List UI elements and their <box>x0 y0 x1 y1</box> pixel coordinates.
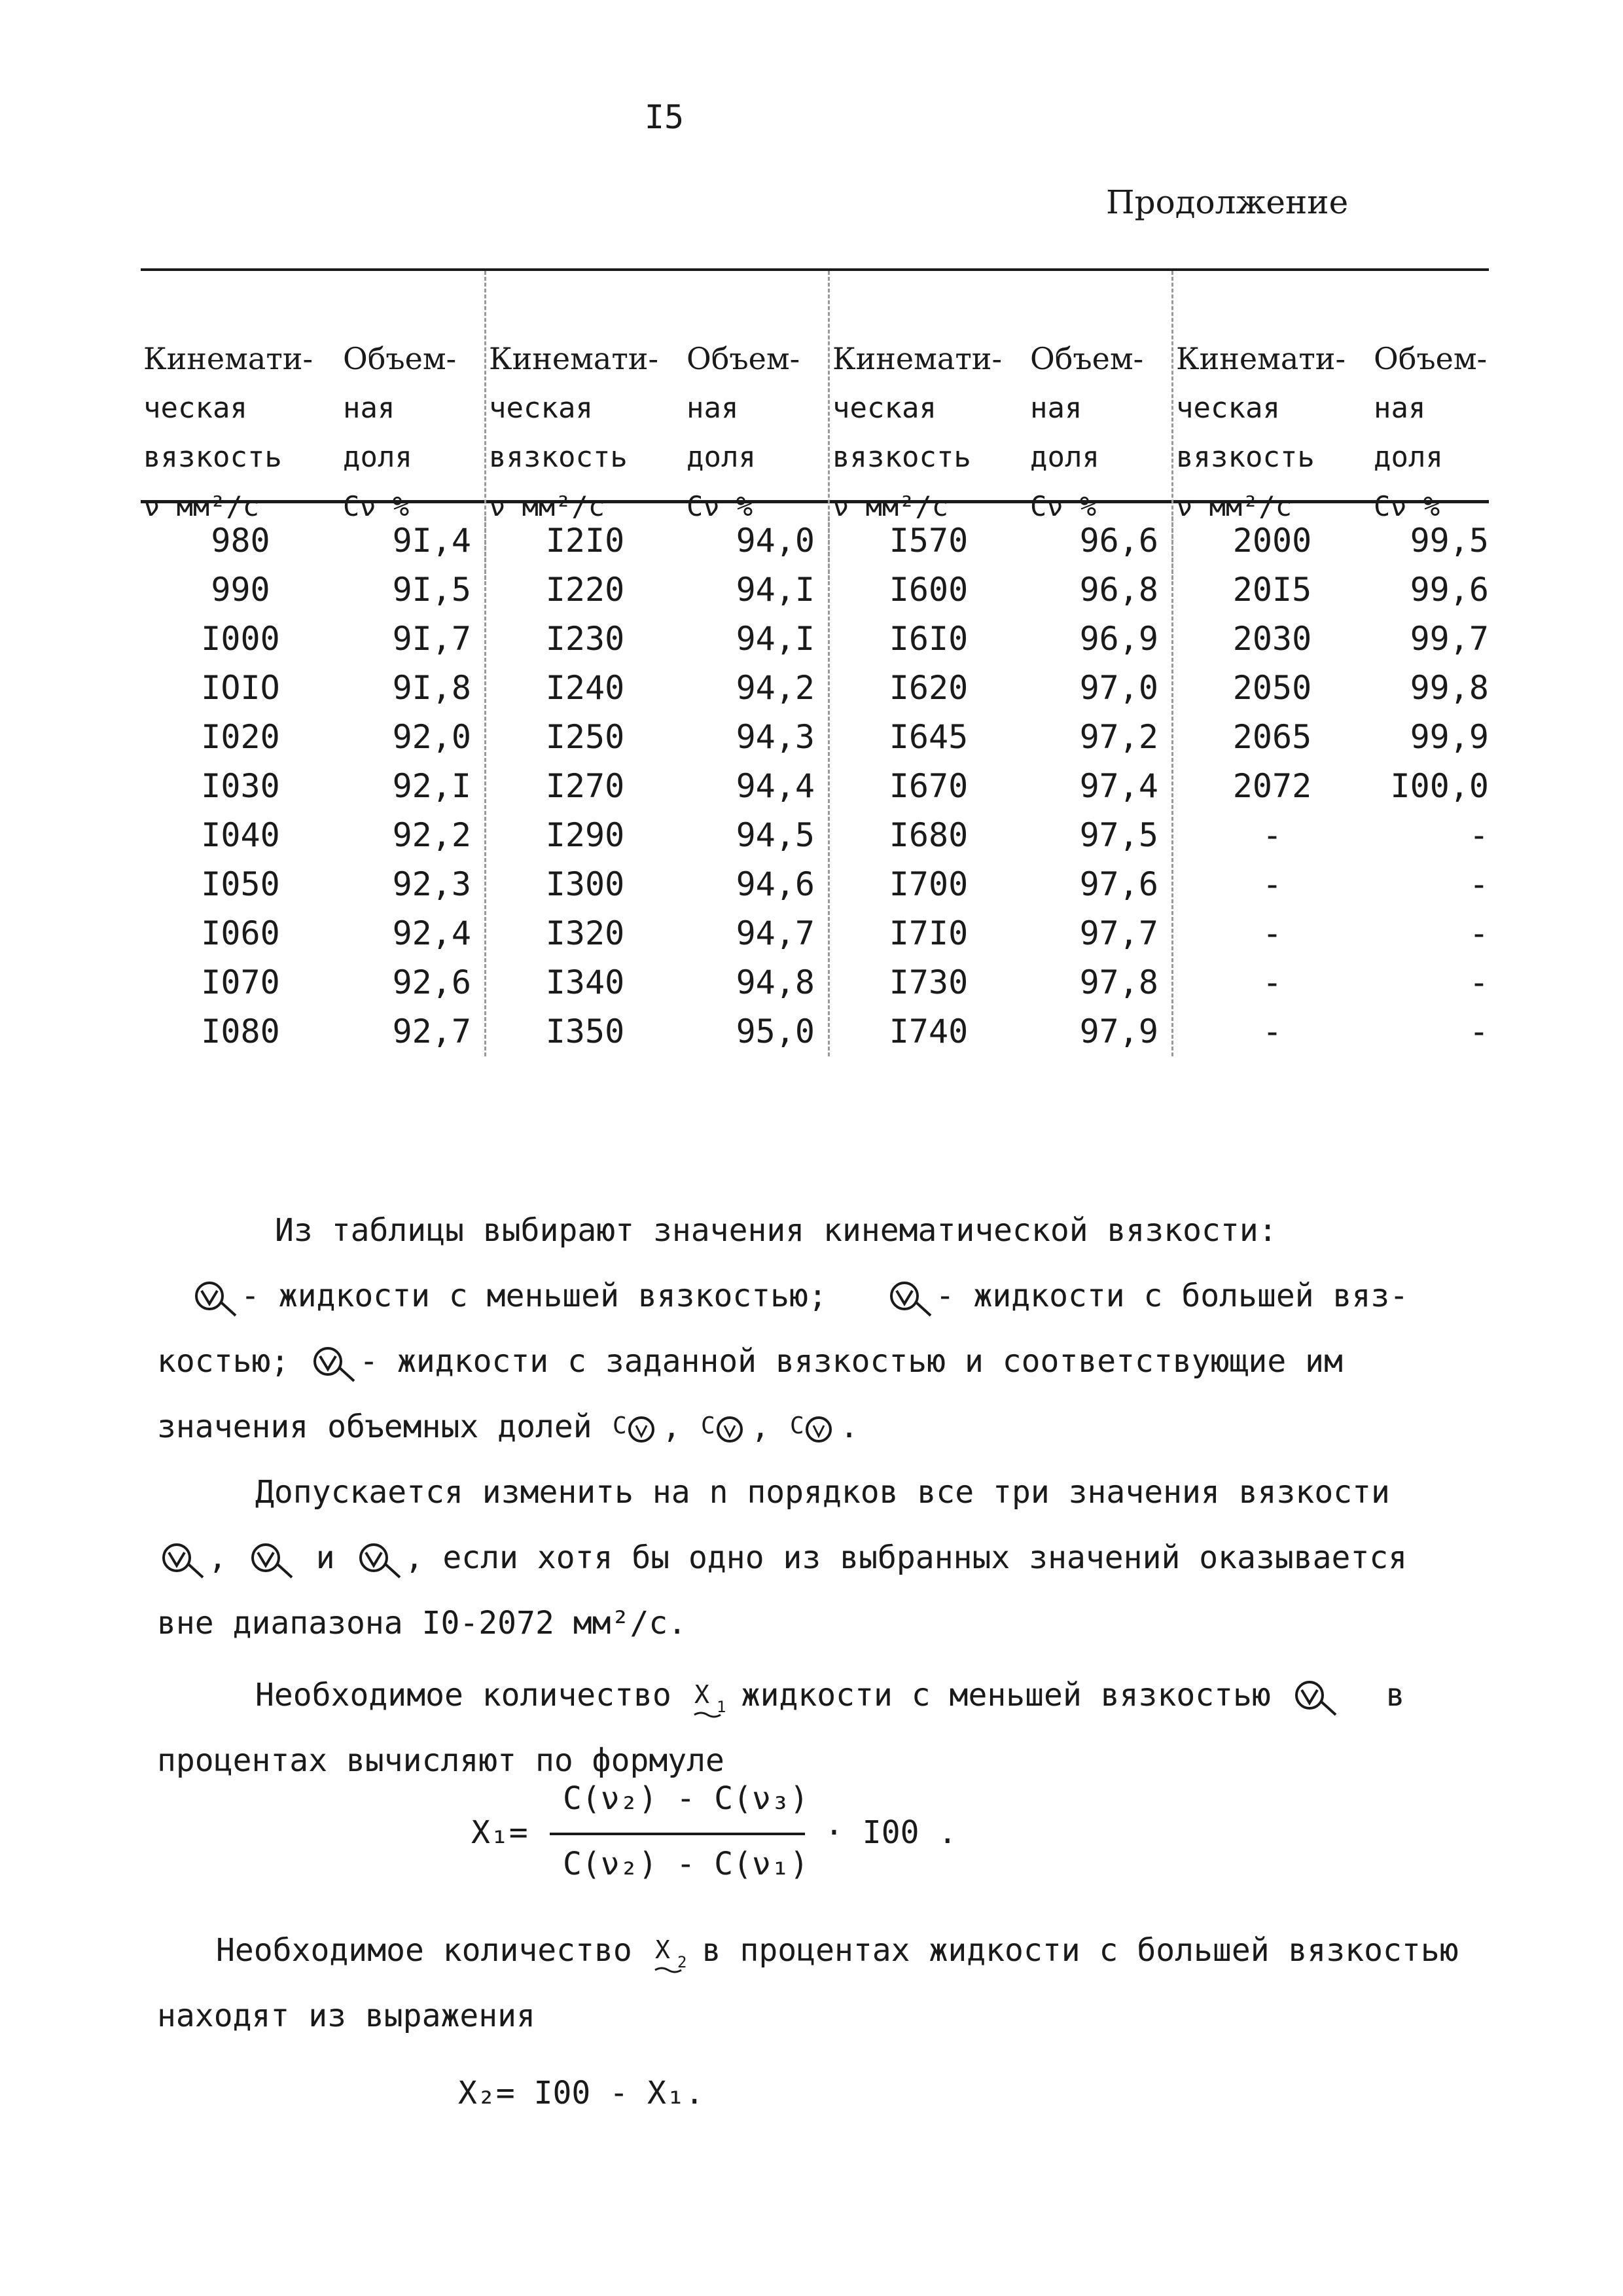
formula-x1-denominator: C(ν₂) - C(ν₁) <box>563 1846 809 1882</box>
table-cell: I680 <box>889 816 969 854</box>
table-cell: I070 <box>201 963 280 1001</box>
paragraph-line: значения объемных долей C , C , C . <box>157 1394 859 1460</box>
table-cell: 92,0 <box>392 718 471 756</box>
table-cell: 92,3 <box>392 865 471 903</box>
nu2-symbol-icon <box>246 1538 297 1581</box>
x1-symbol-icon <box>690 1676 741 1719</box>
formula-x1-numerator: C(ν₂) - C(ν₃) <box>563 1780 809 1817</box>
c-nu2-symbol-icon <box>700 1407 751 1450</box>
table-cell: I080 <box>201 1013 280 1050</box>
table-cell: 9I,5 <box>392 571 471 609</box>
table-cell: I230 <box>545 620 625 658</box>
table-body <box>141 503 1489 1056</box>
table-cell: 94,4 <box>736 767 815 805</box>
viscosity-table <box>141 268 1489 1056</box>
svg-text:X: X <box>694 1680 709 1709</box>
table-cell: I600 <box>889 571 969 609</box>
table-cell: 96,9 <box>1079 620 1158 658</box>
table-cell: - <box>1469 963 1489 1001</box>
table-cell: 94,3 <box>736 718 815 756</box>
table-cell: 97,7 <box>1079 914 1158 952</box>
table-cell: I040 <box>201 816 280 854</box>
table-cell: 92,4 <box>392 914 471 952</box>
table-cell: 99,8 <box>1410 669 1489 707</box>
table-cell: - <box>1262 963 1283 1001</box>
table-cell: I6I0 <box>889 620 969 658</box>
table-cell: 97,4 <box>1079 767 1158 805</box>
table-cell: - <box>1262 1013 1283 1050</box>
header-cell: Кинемати- ческая вязкость ν мм²/с <box>484 271 684 580</box>
nu1-symbol-icon <box>1290 1676 1341 1719</box>
header-cell: Объем- ная доля Cν % <box>1030 341 1144 522</box>
header-cell: Объем- ная доля Cν % <box>1374 341 1488 522</box>
table-column <box>141 516 340 1056</box>
table-cell: 99,6 <box>1410 571 1489 609</box>
nu2-symbol-icon <box>885 1276 936 1319</box>
svg-text:C: C <box>701 1412 716 1439</box>
table-cell: I620 <box>889 669 969 707</box>
table-cell: - <box>1262 914 1283 952</box>
svg-text:2: 2 <box>677 1953 687 1971</box>
svg-text:C: C <box>612 1412 627 1439</box>
paragraph-line: процентах вычисляют по формуле <box>157 1742 724 1779</box>
table-cell: 97,0 <box>1079 669 1158 707</box>
formula-fraction-line <box>550 1833 805 1835</box>
paragraph-line: находят из выражения <box>157 1998 535 2034</box>
table-cell: 97,9 <box>1079 1013 1158 1050</box>
table-cell: 97,2 <box>1079 718 1158 756</box>
table-cell: I060 <box>201 914 280 952</box>
formula-x2: X₂= I00 - X₁. <box>458 2075 704 2111</box>
table-cell: 97,6 <box>1079 865 1158 903</box>
nu1-symbol-icon <box>190 1276 241 1319</box>
svg-text:X: X <box>654 1935 670 1964</box>
table-cell: - <box>1469 914 1489 952</box>
table-cell: I220 <box>545 571 625 609</box>
table-cell: I645 <box>889 718 969 756</box>
table-cell: 94,7 <box>736 914 815 952</box>
continuation-label: Продолжение <box>1106 183 1349 221</box>
table-cell: I030 <box>201 767 280 805</box>
table-column <box>1371 516 1489 1056</box>
table-column <box>340 516 484 1056</box>
table-cell: 990 <box>211 571 270 609</box>
header-cell: Кинемати- ческая вязкость ν мм²/с <box>1171 271 1371 580</box>
table-cell: 97,5 <box>1079 816 1158 854</box>
paragraph-line: Необходимое количество X 2 в процентах жидкости с большей вязкостью <box>216 1918 1459 1983</box>
table-column <box>684 516 828 1056</box>
table-cell: 94,I <box>736 571 815 609</box>
table-cell: 20I5 <box>1232 571 1312 609</box>
table-cell: 94,5 <box>736 816 815 854</box>
table-cell: I340 <box>545 963 625 1001</box>
nu1-symbol-icon <box>157 1538 208 1581</box>
table-cell: I300 <box>545 865 625 903</box>
table-cell: I670 <box>889 767 969 805</box>
paragraph-line: вне диапазона I0-2072 мм²/с. <box>157 1605 687 1641</box>
table-cell: 94,I <box>736 620 815 658</box>
table-cell: - <box>1262 816 1283 854</box>
table-cell: IOIO <box>201 669 280 707</box>
paragraph-line: - жидкости с меньшей вязкостью; - жидкости с большей вяз- <box>190 1263 1408 1329</box>
table-cell: 9I,8 <box>392 669 471 707</box>
table-cell: 9I,7 <box>392 620 471 658</box>
table-cell: 99,7 <box>1410 620 1489 658</box>
header-cell: Кинемати- ческая вязкость ν мм²/с <box>143 341 313 522</box>
table-column <box>1027 516 1171 1056</box>
table-cell: 2050 <box>1232 669 1312 707</box>
table-cell: 99,5 <box>1410 522 1489 560</box>
paragraph-line: Необходимое количество X 1 жидкости с меньшей вязкостью в <box>255 1662 1405 1728</box>
paragraph-line: Из таблицы выбирают значения кинематической вязкости: <box>275 1212 1277 1249</box>
table-cell: I2I0 <box>545 522 625 560</box>
table-cell: 2030 <box>1232 620 1312 658</box>
table-cell: I320 <box>545 914 625 952</box>
table-column <box>1171 516 1371 1056</box>
paragraph-line: , и , если хотя бы одно из выбранных значений оказывается <box>157 1525 1407 1590</box>
table-cell: 96,6 <box>1079 522 1158 560</box>
nu3-symbol-icon <box>354 1538 405 1581</box>
formula-x1-lhs: X₁= <box>471 1814 528 1851</box>
table-cell: I050 <box>201 865 280 903</box>
table-cell: 99,9 <box>1410 718 1489 756</box>
table-cell: I700 <box>889 865 969 903</box>
table-cell: I270 <box>545 767 625 805</box>
table-cell: 97,8 <box>1079 963 1158 1001</box>
paragraph-line: Допускается изменить на n порядков все три значения вязкости <box>255 1474 1390 1511</box>
table-cell: 95,0 <box>736 1013 815 1050</box>
table-cell: I000 <box>201 620 280 658</box>
table-cell: 94,6 <box>736 865 815 903</box>
table-cell: 92,2 <box>392 816 471 854</box>
table-cell: I570 <box>889 522 969 560</box>
table-cell: - <box>1469 1013 1489 1050</box>
table-cell: I240 <box>545 669 625 707</box>
table-cell: I740 <box>889 1013 969 1050</box>
table-cell: 2000 <box>1232 522 1312 560</box>
table-cell: 980 <box>211 522 270 560</box>
table-cell: 94,0 <box>736 522 815 560</box>
table-cell: I7I0 <box>889 914 969 952</box>
table-column <box>828 516 1027 1056</box>
table-cell: I350 <box>545 1013 625 1050</box>
table-cell: 92,7 <box>392 1013 471 1050</box>
table-cell: - <box>1469 865 1489 903</box>
c-nu3-symbol-icon <box>789 1407 840 1450</box>
table-cell: 94,2 <box>736 669 815 707</box>
table-cell: 94,8 <box>736 963 815 1001</box>
table-cell: - <box>1262 865 1283 903</box>
svg-text:1: 1 <box>716 1698 726 1716</box>
table-cell: - <box>1469 816 1489 854</box>
table-cell: 92,I <box>392 767 471 805</box>
header-cell: Кинемати- ческая вязкость ν мм²/с <box>828 271 1027 580</box>
table-cell: I290 <box>545 816 625 854</box>
table-header <box>141 271 1489 522</box>
table-column <box>484 516 684 1056</box>
c-nu1-symbol-icon <box>611 1407 662 1450</box>
formula-x1-multiplier: · I00 . <box>825 1814 957 1851</box>
table-cell: I730 <box>889 963 969 1001</box>
table-cell: I020 <box>201 718 280 756</box>
svg-text:C: C <box>790 1412 804 1439</box>
header-cell: Объем- ная доля Cν % <box>687 341 800 522</box>
nu3-symbol-icon <box>308 1342 359 1385</box>
table-cell: 9I,4 <box>392 522 471 560</box>
page-number: I5 <box>644 98 685 136</box>
header-cell: Объем- ная доля Cν % <box>343 341 457 522</box>
paragraph-line: костью; - жидкости с заданной вязкостью и соответствующие им <box>157 1329 1343 1394</box>
table-cell: 96,8 <box>1079 571 1158 609</box>
x2-symbol-icon <box>651 1931 702 1974</box>
table-cell: I00,0 <box>1390 767 1489 805</box>
table-cell: I250 <box>545 718 625 756</box>
table-cell: 92,6 <box>392 963 471 1001</box>
table-cell: 2065 <box>1232 718 1312 756</box>
table-cell: 2072 <box>1232 767 1312 805</box>
